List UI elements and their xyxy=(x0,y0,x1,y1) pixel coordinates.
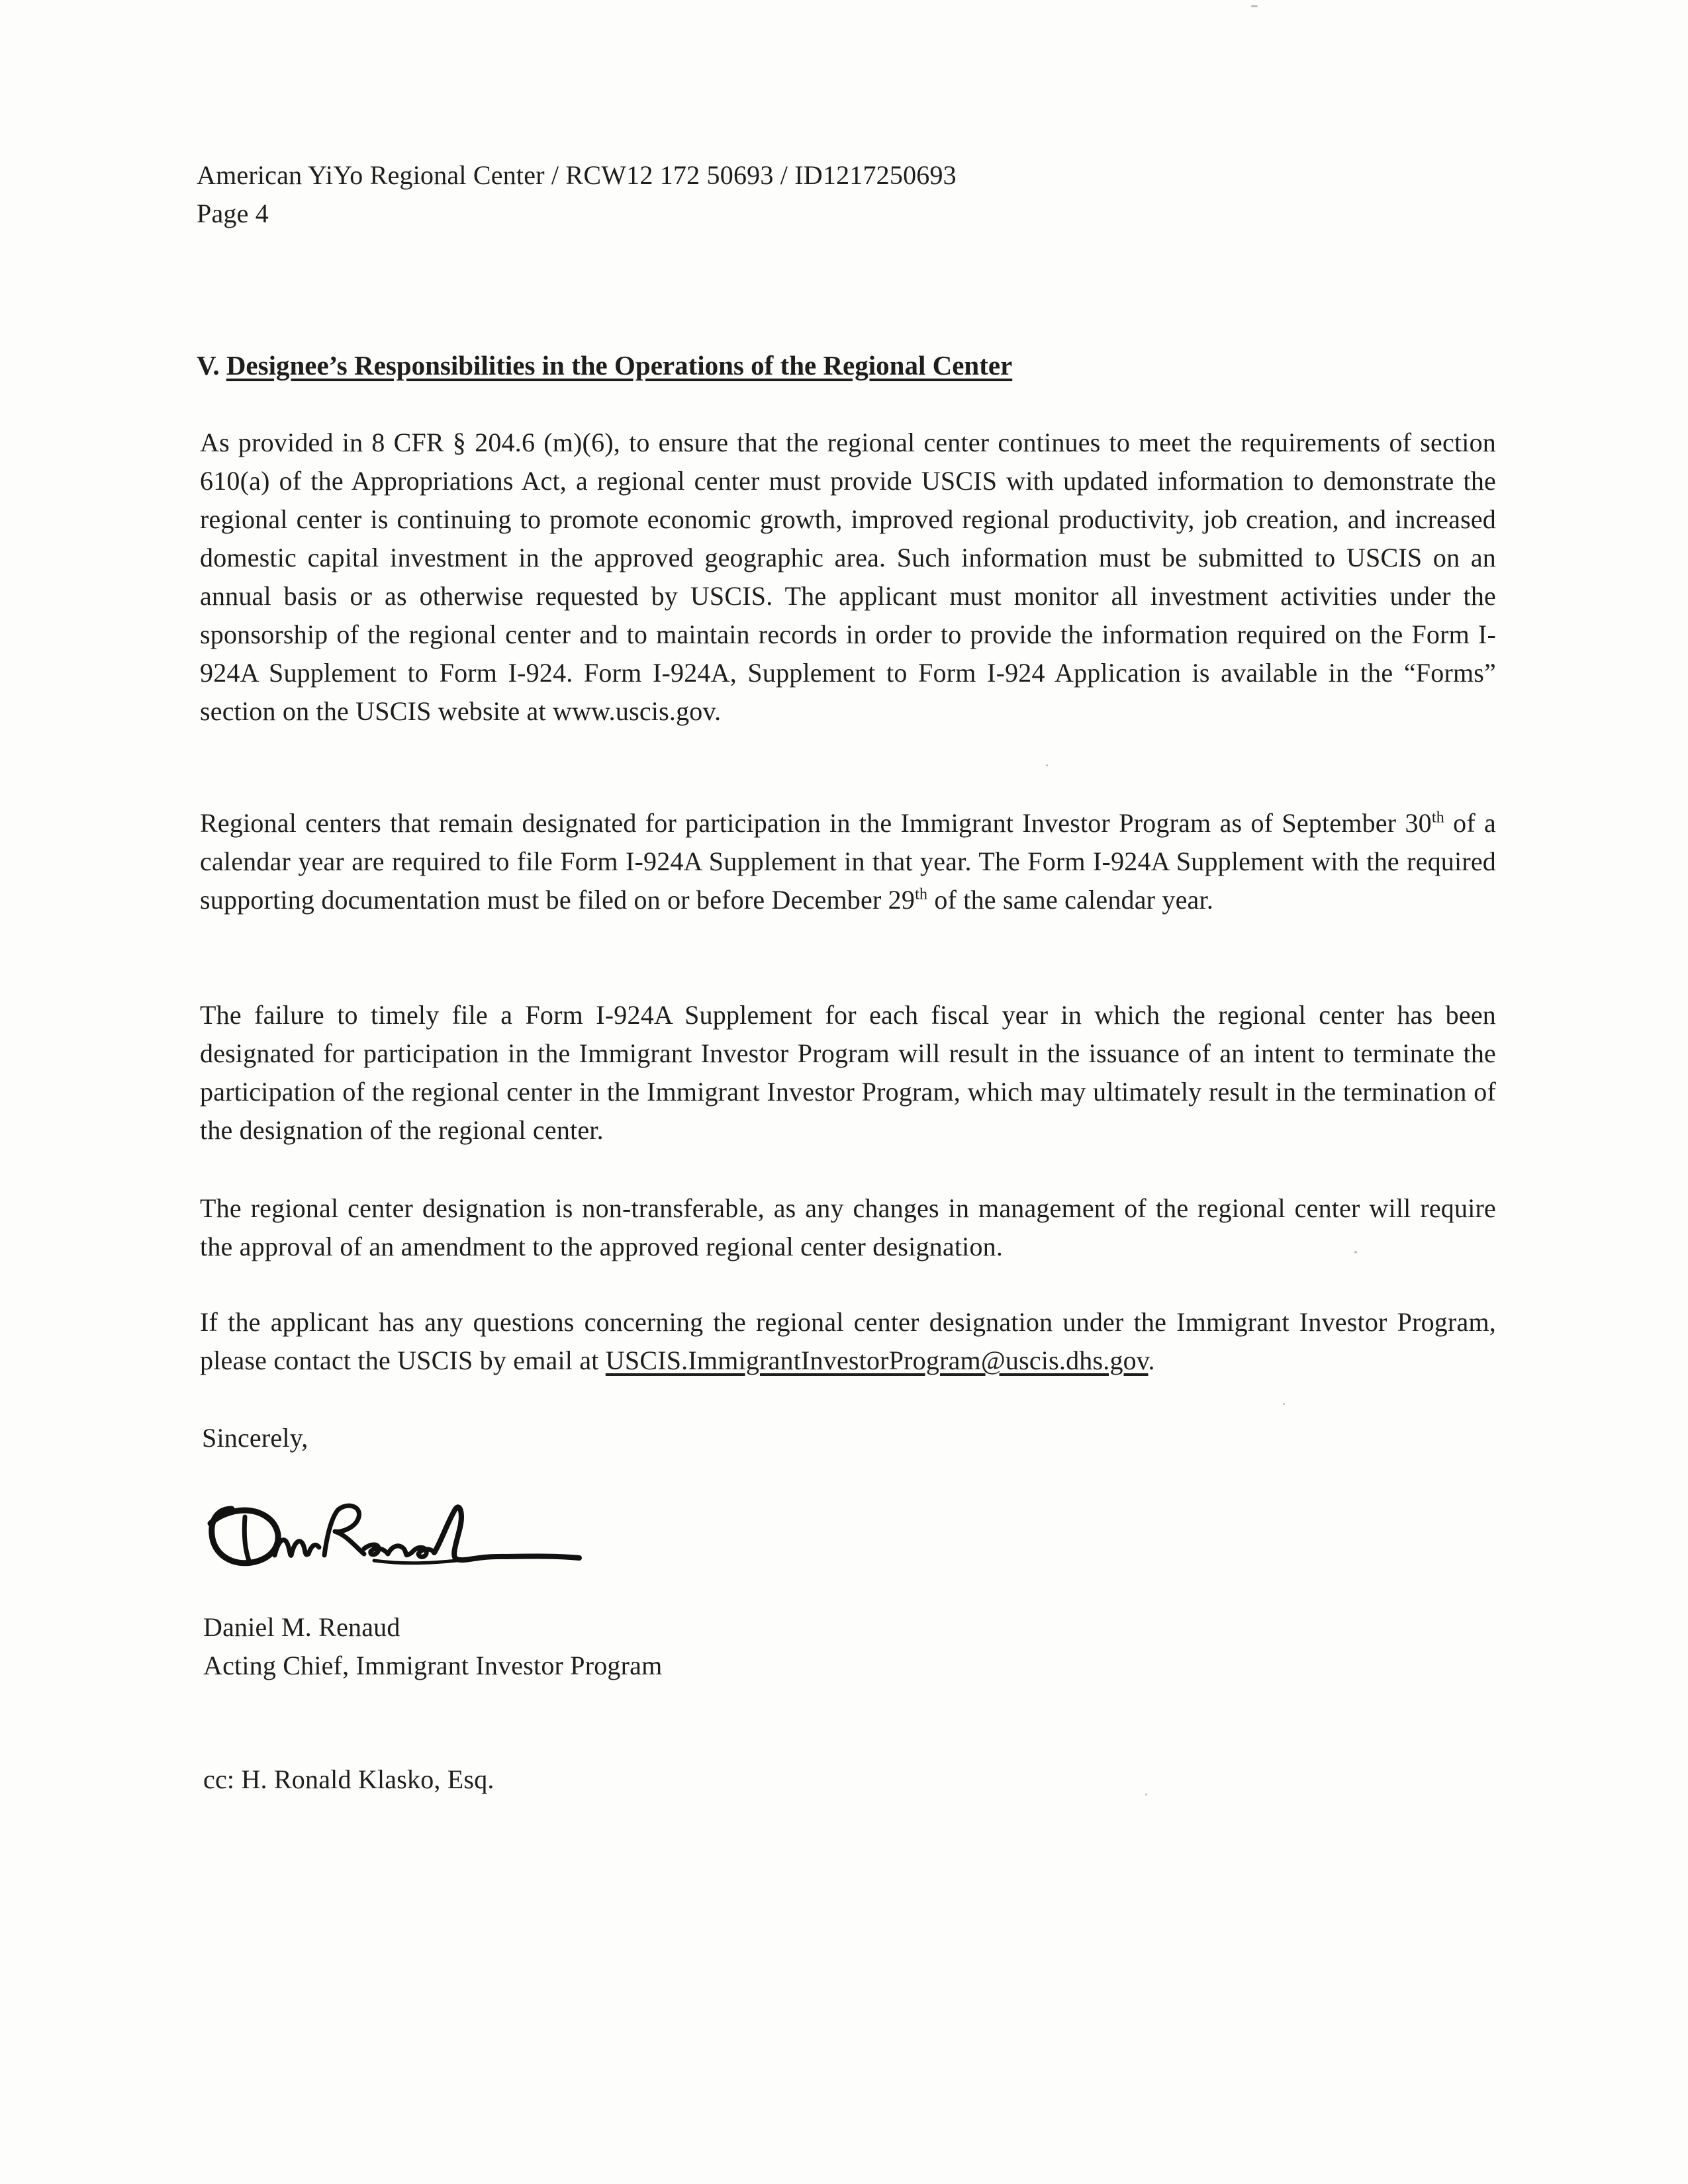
section-heading xyxy=(197,349,1012,381)
paragraph-filing-deadline xyxy=(200,804,1496,919)
p2-text-2: of a calendar year are required to file Form I-924A Supplement in that year. The Form I-924A Supplement with the required supporting documentation must be filed on or before December 29 xyxy=(200,808,1497,915)
signer-name: Daniel M. Renaud xyxy=(203,1612,400,1642)
paragraph-cfr-requirements: As provided in 8 CFR § 204.6 (m)(6), to ensure that the regional center continues to meet the requirements of section 610(a) of the Appropriations Act, a regional center must provide USCIS with updated information to demonstrate the regional center is continuing to promote economic growth, improved regional productivity, job creation, and increased domestic capital investment in the approved geographic area. Such information must be submitted to USCIS on an annual basis or as otherwise requested by USCIS. The applicant must monitor all investment activities under the sponsorship of the regional center and to maintain records in order to provide the information required on the Form I-924A Supplement to Form I-924. Form I-924A, Supplement to Form I-924 Application is available in the “Forms” section on the USCIS website at www.uscis.gov. xyxy=(200,428,1496,726)
signer-title: Acting Chief, Immigrant Investor Program xyxy=(203,1651,663,1680)
contact-email-link[interactable]: USCIS.ImmigrantInvestorProgram@uscis.dhs.gov xyxy=(605,1345,1149,1375)
p5-text-1: If the applicant has any questions concerning the regional center designation under the Immigrant Investor Program, please contact the USCIS by email at xyxy=(200,1307,1496,1375)
cc-label: cc: xyxy=(203,1764,235,1794)
scan-speck xyxy=(1145,1794,1147,1796)
scan-speck xyxy=(1354,1251,1357,1253)
cc-line xyxy=(203,1760,494,1799)
paragraph-failure-to-file: The failure to timely file a Form I-924A Supplement for each fiscal year in which the regional center has been designated for participation in the Immigrant Investor Program will result in the issuance of an intent to terminate the participation of the regional center in the Immigrant Investor Program, which may ultimately result in the termination of the designation of the regional center. xyxy=(200,1000,1496,1145)
paragraph-contact xyxy=(200,1303,1496,1380)
header-page-number: Page 4 xyxy=(197,199,269,228)
closing-salutation: Sincerely, xyxy=(202,1423,308,1453)
p2-ordinal-1: th xyxy=(1431,809,1444,827)
p2-text-3: of the same calendar year. xyxy=(927,885,1214,915)
scan-speck xyxy=(1251,5,1258,7)
section-title: Designee’s Responsibilities in the Operations of the Regional Center xyxy=(226,350,1013,381)
section-number: V. xyxy=(197,350,220,381)
p5-text-2: . xyxy=(1148,1345,1155,1375)
scan-speck xyxy=(1046,764,1048,766)
scan-speck xyxy=(1283,1403,1285,1405)
p2-text-1: Regional centers that remain designated for participation in the Immigrant Investor Program as of September 30 xyxy=(200,808,1432,838)
paragraph-non-transferable: The regional center designation is non-transferable, as any changes in management of the regional center will require the approval of an amendment to the approved regional center designation. xyxy=(200,1193,1496,1261)
signer-block xyxy=(203,1608,662,1685)
header-reference-line: American YiYo Regional Center / RCW12 172 50693 / ID1217250693 xyxy=(197,160,957,190)
page-header xyxy=(197,156,1190,233)
cc-recipient: H. Ronald Klasko, Esq. xyxy=(241,1764,494,1794)
handwritten-signature xyxy=(205,1482,589,1595)
p2-ordinal-2: th xyxy=(915,886,928,903)
